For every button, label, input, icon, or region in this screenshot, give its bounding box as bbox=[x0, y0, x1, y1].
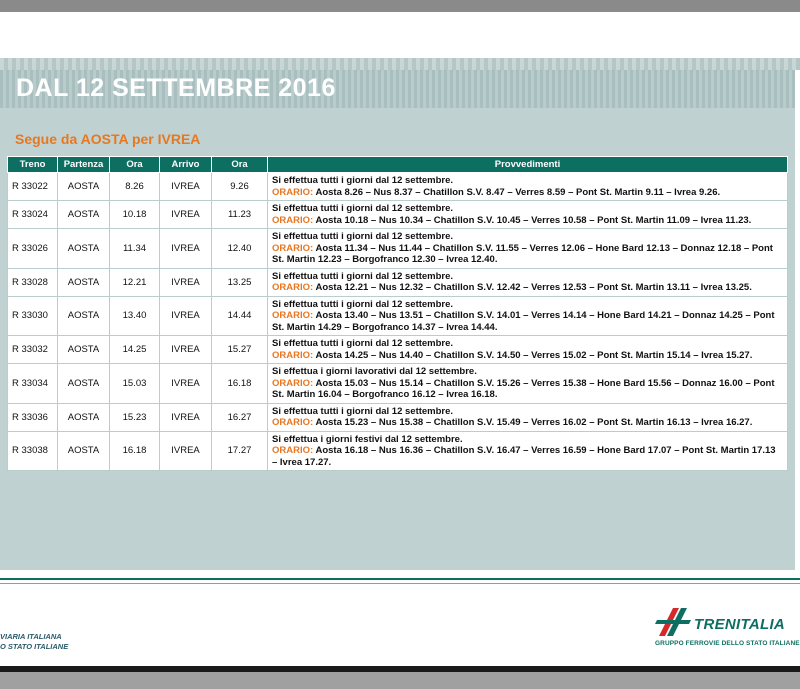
cell-provvedimenti bbox=[268, 229, 788, 269]
cell-ora-arrivo: 16.18 bbox=[212, 364, 268, 404]
schedule-line bbox=[272, 187, 783, 199]
orario-label: ORARIO: bbox=[272, 282, 314, 293]
cell-partenza: AOSTA bbox=[58, 229, 110, 269]
table-body bbox=[8, 173, 788, 471]
brand-subtitle: GRUPPO FERROVIE DELLO STATO ITALIANE bbox=[655, 640, 800, 647]
cell-treno: R 33034 bbox=[8, 364, 58, 404]
cell-ora-partenza: 11.34 bbox=[110, 229, 160, 269]
left-footer-line1: VIARIA ITALIANA bbox=[0, 632, 62, 641]
left-footer-text bbox=[0, 632, 68, 652]
cell-treno: R 33038 bbox=[8, 431, 58, 471]
schedule-line bbox=[272, 243, 783, 266]
col-header-ora-arrivo: Ora bbox=[212, 157, 268, 173]
footer-rule bbox=[0, 578, 800, 580]
cell-treno: R 33030 bbox=[8, 296, 58, 336]
cell-arrivo: IVREA bbox=[160, 201, 212, 229]
cell-ora-arrivo: 17.27 bbox=[212, 431, 268, 471]
cell-ora-partenza: 13.40 bbox=[110, 296, 160, 336]
orario-stops: Aosta 10.18 – Nus 10.34 – Chatillon S.V. 10.45 – Verres 10.58 – Pont St. Martin 11.09 – Ivrea 11.23. bbox=[315, 214, 752, 226]
service-note: Si effettua tutti i giorni dal 12 settembre. bbox=[272, 405, 454, 417]
service-note: Si effettua i giorni lavorativi dal 12 settembre. bbox=[272, 366, 477, 377]
brand-name: TRENITALIA bbox=[694, 616, 786, 633]
orario-label: ORARIO: bbox=[272, 310, 314, 321]
cell-treno: R 33022 bbox=[8, 173, 58, 201]
service-note: Si effettua tutti i giorni dal 12 settembre. bbox=[272, 175, 454, 186]
schedule-line bbox=[272, 417, 783, 429]
cell-arrivo: IVREA bbox=[160, 364, 212, 404]
cell-ora-arrivo: 9.26 bbox=[212, 173, 268, 201]
col-header-treno: Treno bbox=[8, 157, 58, 173]
cell-ora-arrivo: 13.25 bbox=[212, 268, 268, 296]
service-note: Si effettua tutti i giorni dal 12 settembre. bbox=[272, 231, 454, 242]
page-title: DAL 12 SETTEMBRE 2016 bbox=[16, 74, 336, 102]
table-row bbox=[8, 268, 788, 296]
orario-label: ORARIO: bbox=[272, 445, 314, 456]
schedule-line bbox=[272, 215, 783, 227]
table-row bbox=[8, 403, 788, 431]
col-header-ora-partenza: Ora bbox=[110, 157, 160, 173]
cell-partenza: AOSTA bbox=[58, 364, 110, 404]
table-row bbox=[8, 229, 788, 269]
table-row bbox=[8, 201, 788, 229]
col-header-partenza: Partenza bbox=[58, 157, 110, 173]
table-row bbox=[8, 173, 788, 201]
cell-provvedimenti bbox=[268, 364, 788, 404]
top-stripes bbox=[0, 58, 800, 70]
cell-arrivo: IVREA bbox=[160, 268, 212, 296]
cell-partenza: AOSTA bbox=[58, 268, 110, 296]
cell-treno: R 33024 bbox=[8, 201, 58, 229]
cell-partenza: AOSTA bbox=[58, 403, 110, 431]
table-row bbox=[8, 431, 788, 471]
cell-ora-partenza: 8.26 bbox=[110, 173, 160, 201]
schedule-line bbox=[272, 378, 783, 401]
timetable bbox=[7, 156, 788, 471]
schedule-line bbox=[272, 282, 783, 294]
top-bar bbox=[0, 0, 800, 12]
cell-partenza: AOSTA bbox=[58, 296, 110, 336]
table-row bbox=[8, 336, 788, 364]
schedule-line bbox=[272, 445, 783, 468]
cell-arrivo: IVREA bbox=[160, 229, 212, 269]
bottom-bar bbox=[0, 666, 800, 689]
table-header-row bbox=[8, 157, 788, 173]
cell-provvedimenti bbox=[268, 268, 788, 296]
orario-stops: Aosta 8.26 – Nus 8.37 – Chatillon S.V. 8.47 – Verres 8.59 – Pont St. Martin 9.11 – Ivrea 9.26. bbox=[315, 186, 721, 198]
cell-arrivo: IVREA bbox=[160, 173, 212, 201]
col-header-provvedimenti: Provvedimenti bbox=[268, 157, 788, 173]
service-note: Si effettua tutti i giorni dal 12 settembre. bbox=[272, 338, 454, 349]
service-note: Si effettua tutti i giorni dal 12 settembre. bbox=[272, 270, 454, 282]
orario-stops: Aosta 11.34 – Nus 11.44 – Chatillon S.V. 11.55 – Verres 12.06 – Hone Bard 12.13 – Donnaz 12.18 – Pont St. Martin 12.23 – Borgofranco 12.30 – Ivrea 12.40. bbox=[272, 242, 773, 265]
trenitalia-logo-icon bbox=[653, 606, 693, 638]
section-subtitle: Segue da AOSTA per IVREA bbox=[15, 131, 201, 147]
orario-stops: Aosta 15.23 – Nus 15.38 – Chatillon S.V. 15.49 – Verres 16.02 – Pont St. Martin 16.13 – Ivrea 16.27. bbox=[315, 417, 753, 428]
cell-treno: R 33036 bbox=[8, 403, 58, 431]
left-footer-line2: O STATO ITALIANE bbox=[0, 642, 69, 651]
cell-treno: R 33026 bbox=[8, 229, 58, 269]
orario-label: ORARIO: bbox=[272, 417, 314, 428]
service-note: Si effettua i giorni festivi dal 12 settembre. bbox=[272, 433, 463, 445]
orario-stops: Aosta 16.18 – Nus 16.36 – Chatillon S.V. 16.47 – Verres 16.59 – Hone Bard 17.07 – Pont St. Martin 17.13 – Ivrea 17.27. bbox=[272, 445, 776, 468]
orario-label: ORARIO: bbox=[272, 214, 314, 226]
cell-ora-arrivo: 11.23 bbox=[212, 201, 268, 229]
orario-stops: Aosta 15.03 – Nus 15.14 – Chatillon S.V. 15.26 – Verres 15.38 – Hone Bard 15.56 – Donnaz 16.00 – Pont St. Martin 16.04 – Borgofranco 16.12 – Ivrea 16.18. bbox=[272, 377, 775, 400]
table-row bbox=[8, 296, 788, 336]
cell-provvedimenti bbox=[268, 201, 788, 229]
cell-ora-partenza: 15.03 bbox=[110, 364, 160, 404]
cell-arrivo: IVREA bbox=[160, 336, 212, 364]
orario-label: ORARIO: bbox=[272, 242, 314, 254]
cell-arrivo: IVREA bbox=[160, 403, 212, 431]
cell-ora-arrivo: 15.27 bbox=[212, 336, 268, 364]
cell-partenza: AOSTA bbox=[58, 173, 110, 201]
cell-treno: R 33028 bbox=[8, 268, 58, 296]
cell-provvedimenti bbox=[268, 296, 788, 336]
service-note: Si effettua tutti i giorni dal 12 settembre. bbox=[272, 298, 454, 310]
cell-partenza: AOSTA bbox=[58, 336, 110, 364]
cell-treno: R 33032 bbox=[8, 336, 58, 364]
cell-arrivo: IVREA bbox=[160, 296, 212, 336]
footer-rule-thin bbox=[0, 583, 800, 584]
schedule-line bbox=[272, 350, 783, 362]
cell-ora-arrivo: 16.27 bbox=[212, 403, 268, 431]
content-band bbox=[0, 70, 795, 570]
orario-label: ORARIO: bbox=[272, 349, 314, 361]
cell-provvedimenti bbox=[268, 431, 788, 471]
service-note: Si effettua tutti i giorni dal 12 settembre. bbox=[272, 203, 454, 214]
slide bbox=[0, 12, 800, 666]
orario-stops: Aosta 12.21 – Nus 12.32 – Chatillon S.V. 12.42 – Verres 12.53 – Pont St. Martin 13.11 – Ivrea 13.25. bbox=[315, 282, 752, 293]
schedule-line bbox=[272, 310, 783, 333]
cell-provvedimenti bbox=[268, 173, 788, 201]
cell-ora-arrivo: 12.40 bbox=[212, 229, 268, 269]
cell-provvedimenti bbox=[268, 336, 788, 364]
col-header-arrivo: Arrivo bbox=[160, 157, 212, 173]
orario-label: ORARIO: bbox=[272, 377, 314, 389]
table-row bbox=[8, 364, 788, 404]
cell-ora-partenza: 14.25 bbox=[110, 336, 160, 364]
title-band bbox=[0, 70, 795, 108]
cell-ora-partenza: 15.23 bbox=[110, 403, 160, 431]
cell-ora-partenza: 12.21 bbox=[110, 268, 160, 296]
orario-label: ORARIO: bbox=[272, 186, 314, 198]
orario-stops: Aosta 13.40 – Nus 13.51 – Chatillon S.V. 14.01 – Verres 14.14 – Hone Bard 14.21 – Donnaz 14.25 – Pont St. Martin 14.29 – Borgofranco 14.37 – Ivrea 14.44. bbox=[272, 310, 775, 333]
cell-arrivo: IVREA bbox=[160, 431, 212, 471]
cell-partenza: AOSTA bbox=[58, 201, 110, 229]
cell-provvedimenti bbox=[268, 403, 788, 431]
cell-ora-partenza: 10.18 bbox=[110, 201, 160, 229]
orario-stops: Aosta 14.25 – Nus 14.40 – Chatillon S.V. 14.50 – Verres 15.02 – Pont St. Martin 15.14 – Ivrea 15.27. bbox=[315, 349, 753, 361]
cell-partenza: AOSTA bbox=[58, 431, 110, 471]
cell-ora-arrivo: 14.44 bbox=[212, 296, 268, 336]
cell-ora-partenza: 16.18 bbox=[110, 431, 160, 471]
